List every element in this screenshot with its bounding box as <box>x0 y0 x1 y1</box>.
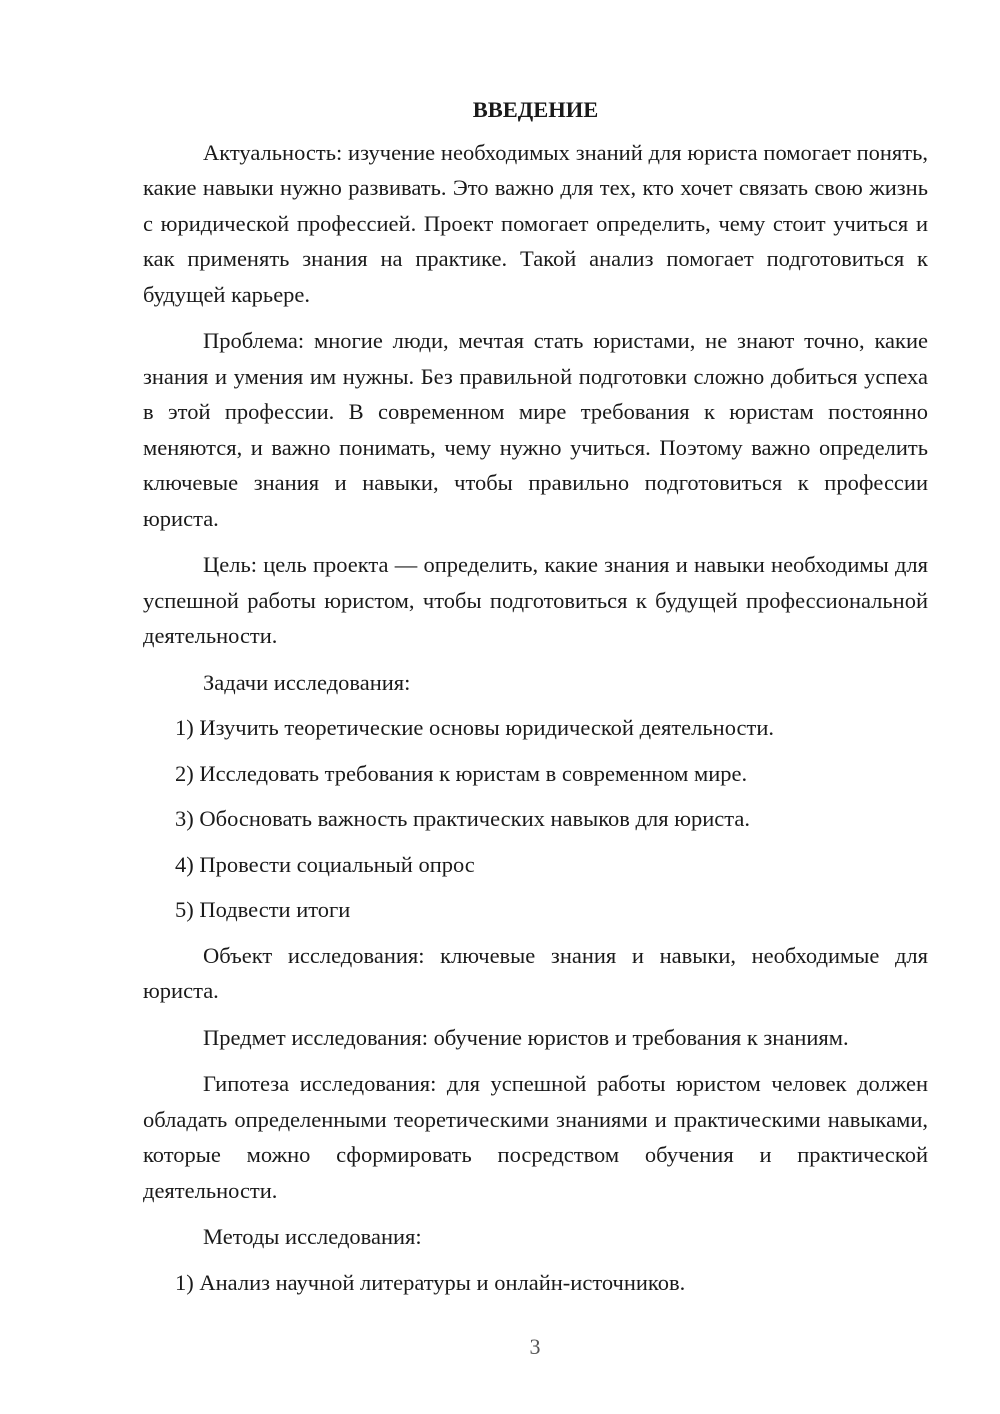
page-number: 3 <box>529 1334 541 1359</box>
task-item: 2) Исследовать требования к юристам в современном мире. <box>175 760 748 786</box>
task-item: 1) Изучить теоретические основы юридической деятельности. <box>175 715 774 740</box>
task-item: 5) Подвести итоги <box>175 897 351 922</box>
task-item: 3) Обосновать важность практических навыков для юриста. <box>175 806 751 831</box>
tasks-heading: Задачи исследования: <box>203 669 411 695</box>
relevance-paragraph: Актуальность: изучение необходимых знаний для юриста помогает понять, какие навыки нужно развивать. Это важно для тех, кто хочет связать свою жизнь с юридической профессией. Проект помогает определить, чему стоит учиться и как применять знания на практике. Такой анализ помогает подготовиться к будущей карьере. <box>143 139 928 307</box>
subject-paragraph: Предмет исследования: обучение юристов и требования к знаниям. <box>203 1024 849 1050</box>
method-item: 1) Анализ научной литературы и онлайн-источников. <box>175 1269 686 1295</box>
document-page <box>143 92 928 1310</box>
methods-heading: Методы исследования: <box>203 1224 422 1249</box>
task-item: 4) Провести социальный опрос <box>175 851 475 877</box>
section-title: ВВЕДЕНИЕ <box>472 97 599 122</box>
hypothesis-paragraph: Гипотеза исследования: для успешной работы юристом человек должен обладать определенными теоретическими знаниями и практическими навыками, которые можно сформировать посредством обучения и практической деятельности. <box>143 1071 928 1203</box>
problem-paragraph: Проблема: многие люди, мечтая стать юристами, не знают точно, какие знания и умения им нужны. Без правильной подготовки сложно добиться успеха в этой профессии. В современном мире требования к юристам постоянно меняются, и важно понимать, чему нужно учиться. Поэтому важно определить ключевые знания и навыки, чтобы правильно подготовиться к профессии юриста. <box>143 328 928 531</box>
object-paragraph: Объект исследования: ключевые знания и навыки, необходимые для юриста. <box>143 942 928 1003</box>
goal-paragraph: Цель: цель проекта — определить, какие знания и навыки необходимы для успешной работы юристом, чтобы подготовиться к будущей профессиональной деятельности. <box>143 552 928 648</box>
